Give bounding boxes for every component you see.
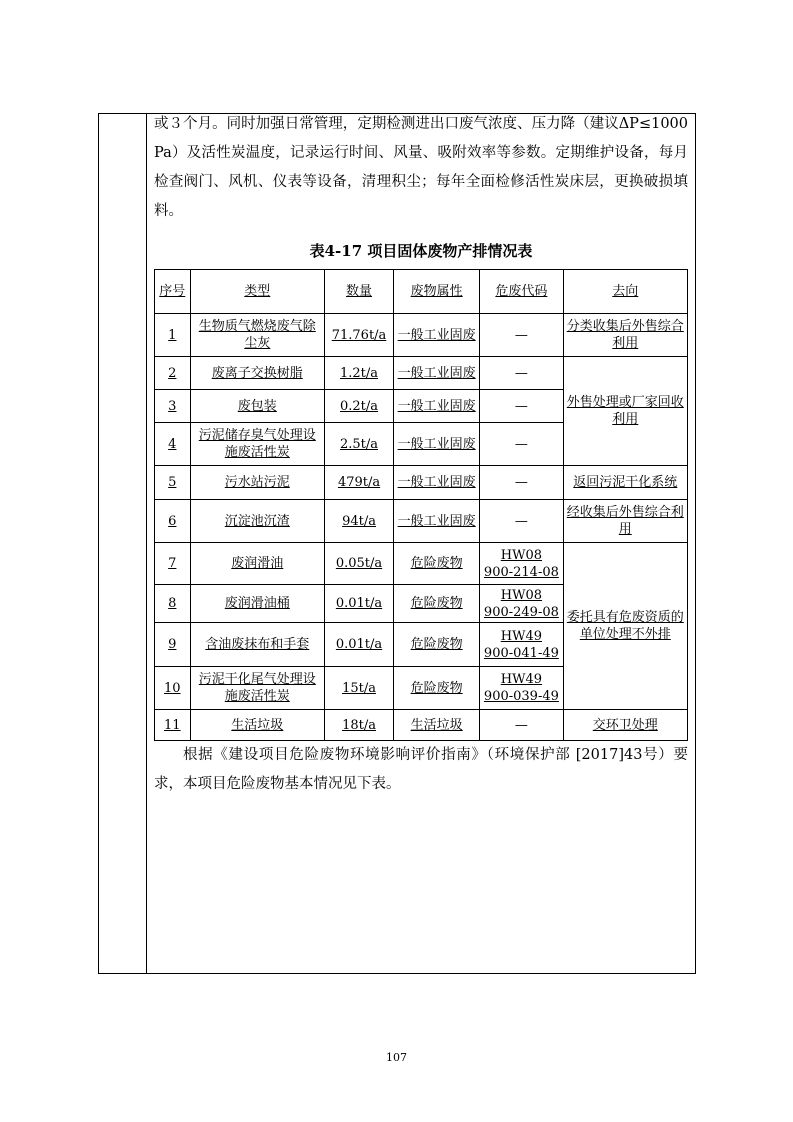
cell-seq: 1 [155, 314, 191, 357]
cell-seq: 9 [155, 623, 191, 667]
cell-attr: 一般工业固废 [394, 500, 480, 543]
cell-code [480, 623, 563, 667]
header-dest: 去向 [563, 270, 687, 314]
header-attr: 废物属性 [394, 270, 480, 314]
cell-qty: 479t/a [325, 466, 394, 500]
code-category: HW49 [500, 672, 543, 687]
cell-qty: 71.76t/a [325, 314, 394, 357]
cell-seq: 10 [155, 667, 191, 710]
cell-attr: 一般工业固废 [394, 390, 480, 423]
cell-attr: 生活垃圾 [394, 710, 480, 741]
cell-seq: 3 [155, 390, 191, 423]
cell-type: 废润滑油桶 [190, 585, 324, 623]
cell-dest: 分类收集后外售综合利用 [563, 314, 687, 357]
cell-seq: 5 [155, 466, 191, 500]
code-number: 900-214-08 [483, 564, 559, 580]
cell-dest: 外售处理或厂家回收利用 [563, 357, 687, 466]
table-row [155, 543, 688, 585]
cell-qty: 94t/a [325, 500, 394, 543]
cell-qty: 0.2t/a [325, 390, 394, 423]
cell-type: 沉淀池沉渣 [190, 500, 324, 543]
cell-seq: 8 [155, 585, 191, 623]
cell-type: 废离子交换树脂 [190, 357, 324, 390]
cell-attr: 一般工业固废 [394, 314, 480, 357]
header-seq: 序号 [155, 270, 191, 314]
table-row [155, 466, 688, 500]
table-row [155, 500, 688, 543]
cell-seq: 4 [155, 423, 191, 466]
cell-type: 污水站污泥 [190, 466, 324, 500]
code-category: HW08 [500, 547, 543, 563]
cell-qty: 0.01t/a [325, 585, 394, 623]
cell-dest: 经收集后外售综合利用 [563, 500, 687, 543]
cell-type: 污泥干化尾气处理设施废活性炭 [190, 667, 324, 710]
after-table-paragraph: 根据《建设项目危险废物环境影响评价指南》（环境保护部 [2017]43号）要求，本项目危险废物基本情况见下表。 [154, 747, 688, 792]
cell-qty: 15t/a [325, 667, 394, 710]
code-number: 900-041-49 [483, 645, 559, 661]
table-row [155, 357, 688, 390]
code-category: HW49 [500, 628, 543, 644]
intro-paragraph: 或３个月。同时加强日常管理，定期检测进出口废气浓度、压力降（建议ΔP≤1000 Pa）及活性炭温度，记录运行时间、风量、吸附效率等参数。定期维护设备，每月检查阀门、风机、仪表等设备，清理积尘；每年全面检修活性炭床层，更换破损填料。 [154, 116, 688, 219]
header-code: 危废代码 [480, 270, 563, 314]
cell-attr: 危险废物 [394, 585, 480, 623]
cell-type: 废包装 [190, 390, 324, 423]
cell-attr: 危险废物 [394, 623, 480, 667]
cell-code: — [480, 423, 563, 466]
cell-qty: 1.2t/a [325, 357, 394, 390]
cell-attr: 危险废物 [394, 667, 480, 710]
page-number: 107 [386, 1051, 407, 1064]
header-type: 类型 [190, 270, 324, 314]
table-header-row [155, 270, 688, 314]
code-category: HW08 [500, 587, 543, 603]
cell-type: 废润滑油 [190, 543, 324, 585]
cell-code: — [480, 710, 563, 741]
left-column-divider [146, 113, 147, 974]
cell-code [480, 543, 563, 585]
cell-attr: 危险废物 [394, 543, 480, 585]
cell-type: 生物质气燃烧废气除尘灰 [190, 314, 324, 357]
cell-attr: 一般工业固废 [394, 466, 480, 500]
table-row [155, 314, 688, 357]
cell-dest: 返回污泥干化系统 [563, 466, 687, 500]
cell-qty: 2.5t/a [325, 423, 394, 466]
cell-type: 生活垃圾 [190, 710, 324, 741]
cell-dest: 交环卫处理 [563, 710, 687, 741]
cell-seq: 11 [155, 710, 191, 741]
cell-code: — [480, 500, 563, 543]
cell-code: — [480, 357, 563, 390]
cell-qty: 18t/a [325, 710, 394, 741]
cell-code: — [480, 314, 563, 357]
cell-seq: 6 [155, 500, 191, 543]
code-number: 900-249-08 [483, 604, 559, 620]
cell-attr: 一般工业固废 [394, 423, 480, 466]
header-qty: 数量 [325, 270, 394, 314]
cell-code [480, 585, 563, 623]
cell-code: — [480, 466, 563, 500]
table-caption: 表4-17 项目固体废物产排情况表 [309, 242, 533, 260]
cell-seq: 2 [155, 357, 191, 390]
cell-type: 含油废抹布和手套 [190, 623, 324, 667]
cell-seq: 7 [155, 543, 191, 585]
cell-qty: 0.05t/a [325, 543, 394, 585]
cell-dest: 委托具有危废资质的单位处理不外排 [563, 543, 687, 710]
cell-code: — [480, 390, 563, 423]
cell-qty: 0.01t/a [325, 623, 394, 667]
cell-type: 污泥储存臭气处理设施废活性炭 [190, 423, 324, 466]
cell-attr: 一般工业固废 [394, 357, 480, 390]
table-row [155, 710, 688, 741]
solid-waste-table [154, 269, 688, 741]
cell-code [480, 667, 563, 710]
code-number: 900-039-49 [483, 689, 559, 704]
